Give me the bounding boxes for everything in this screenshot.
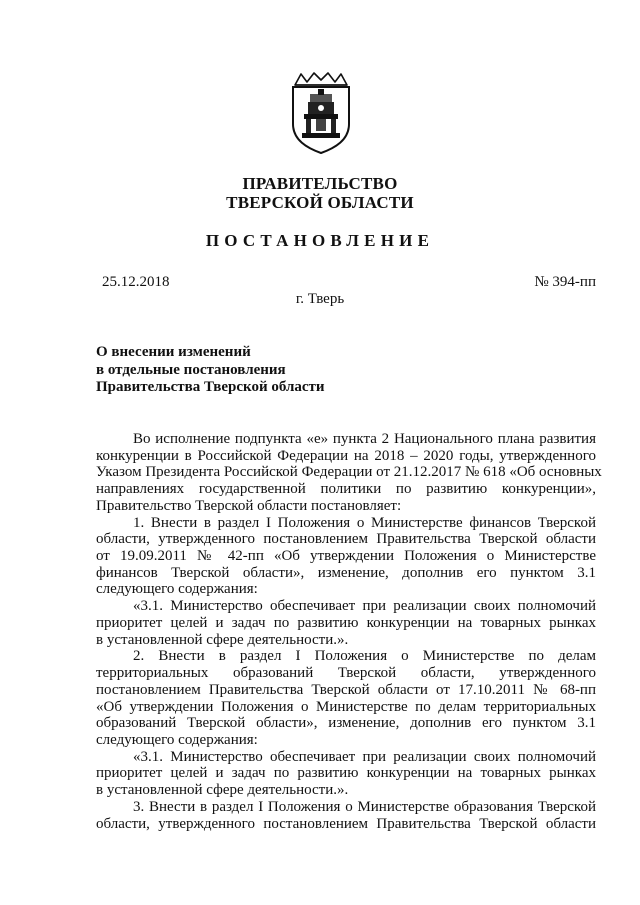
subject-line: О внесении изменений	[96, 344, 251, 360]
body-paragraph	[96, 648, 596, 748]
body-paragraph	[96, 749, 596, 799]
paragraph-line: следующего содержания:	[96, 581, 258, 598]
paragraph-line: финансов Тверской области», изменение, дополнив его пунктом 3.1	[96, 564, 596, 581]
paragraph-line: 1. Внести в раздел I Положения о Министерстве финансов Тверской	[133, 514, 596, 531]
paragraph-line: направлениях государственной политики по развитию конкуренции»,	[96, 481, 596, 498]
paragraph-line: области, утвержденного постановлением Правительства Тверской области	[96, 815, 596, 832]
document-number: № 394-пп	[534, 274, 596, 290]
subject-line: Правительства Тверской области	[96, 379, 325, 396]
paragraph-line: области, утвержденного постановлением Правительства Тверской области	[96, 531, 596, 548]
paragraph-line: «3.1. Министерство обеспечивает при реализации своих полномочий	[133, 598, 596, 615]
document-subject	[96, 344, 325, 397]
paragraph-line: Правительство Тверской области постановляет:	[96, 497, 402, 514]
paragraph-line: «Об утверждении Положения о Министерстве по делам территориальных	[96, 698, 596, 715]
body-paragraph	[96, 799, 596, 832]
paragraph-line: «3.1. Министерство обеспечивает при реализации своих полномочий	[133, 748, 596, 765]
paragraph-line: в установленной сфере деятельности.».	[96, 782, 349, 799]
document-date: 25.12.2018	[102, 274, 170, 290]
paragraph-line: 2. Внести в раздел I Положения о Министерстве по делам	[133, 648, 596, 665]
paragraph-line: приоритет целей и задач по развитию конкуренции на товарных рынках	[96, 614, 596, 631]
paragraph-line: в установленной сфере деятельности.».	[96, 631, 349, 648]
paragraph-line: от 19.09.2011 № 42-пп «Об утверждении Положения о Министерстве	[96, 548, 596, 565]
body-paragraph	[96, 431, 602, 515]
document-city: г. Тверь	[295, 291, 345, 307]
government-name-line-2: ТВЕРСКОЙ ОБЛАСТИ	[226, 193, 414, 212]
document-body	[96, 431, 602, 832]
paragraph-line: приоритет целей и задач по развитию конкуренции на товарных рынках	[96, 765, 596, 782]
paragraph-line: следующего содержания:	[96, 731, 258, 748]
paragraph-line: Указом Президента Российской Федерации от 21.12.2017 № 618 «Об основных	[96, 464, 602, 481]
document-type-title: ПОСТАНОВЛЕНИЕ	[205, 231, 435, 250]
body-paragraph	[96, 515, 596, 599]
subject-line: в отдельные постановления	[96, 361, 286, 378]
paragraph-line: образований Тверской области», изменение, дополнив его пунктом 3.1	[96, 715, 596, 732]
body-paragraph	[96, 598, 596, 648]
paragraph-line: территориальных образований Тверской области, утвержденного	[96, 665, 596, 682]
paragraph-line: конкуренции в Российской Федерации на 2018 – 2020 годы, утвержденного	[96, 447, 596, 464]
tver-coat-of-arms-icon	[289, 72, 353, 154]
paragraph-line: постановлением Правительства Тверской области от 17.10.2011 № 68-пп	[96, 681, 596, 698]
paragraph-line: Во исполнение подпункта «е» пункта 2 Национального плана развития	[133, 431, 596, 447]
government-name-line-1: ПРАВИТЕЛЬСТВО	[242, 174, 398, 193]
paragraph-line: 3. Внести в раздел I Положения о Министерстве образования Тверской	[133, 798, 596, 815]
